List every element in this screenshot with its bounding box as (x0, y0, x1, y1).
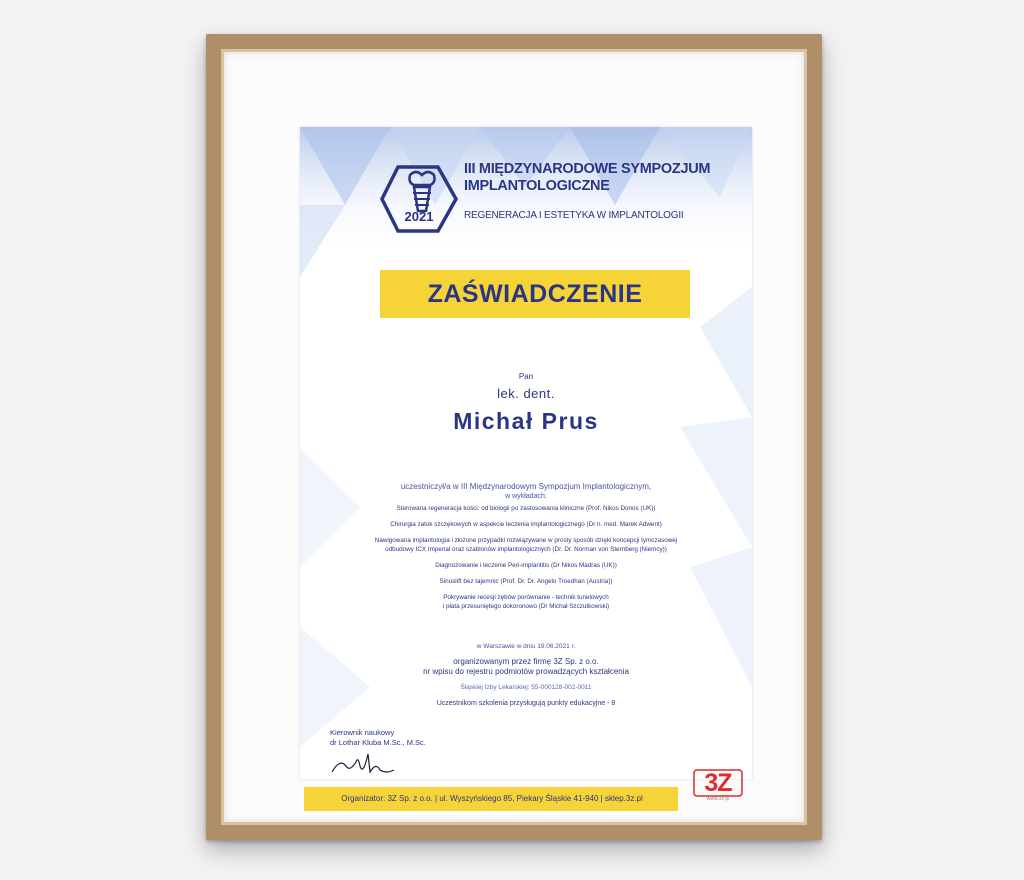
salutation: Pan (518, 372, 534, 381)
organizer-line-1: organizowanym przez firmę 3Z Sp. z o.o. (453, 657, 599, 666)
symposium-logo (380, 159, 711, 239)
list-item: Pokrywanie recesji zębów porównanie - technik tunelowych i płata przesuniętego dokoronowo (Dr Michał Szczutkowski) (442, 594, 610, 610)
brand-logo-text: 3Z (704, 769, 732, 797)
logo-subtitle: REGENERACJA I ESTETYKA W IMPLANTOLOGII (464, 210, 684, 221)
lecture-list (300, 504, 752, 618)
list-item: Nawigowana implantologia i złożone przypadki rozwiązywane w prosty sposób dzięki koncepcji tymczasowej odbudowy ICX Imperial oraz szablonów implantologicznych (Dr. Dr. Norman von Sternberg (Niemcy)) (374, 537, 678, 553)
brand-logo (688, 768, 748, 808)
signature (328, 750, 398, 780)
certificate-heading: ZAŚWIADCZENIE (427, 280, 643, 308)
list-item: Sterowana regeneracja kości: od biologii po zastosowania kliniczne (Prof. Nikos Donos (UK)) (396, 505, 656, 512)
logo-year: 2021 (404, 209, 434, 224)
scientific-head-label: Kierownik naukowy (330, 728, 395, 737)
organizer-line-2: nr wpisu do rejestru podmiotów prowadzących kształcenia (423, 667, 629, 676)
frame-bevel (221, 49, 807, 825)
degree: lek. dent. (497, 386, 555, 401)
logo-title-line1: III MIĘDZYNARODOWE SYMPOZJUM (464, 161, 711, 177)
footer-organizer: Organizator: 3Z Sp. z o.o. | ul. Wyszyńskiego 85, Piekary Śląskie 41-940 | sklep.3z.pl (341, 794, 643, 803)
participation-line-2: w wykładach: (505, 493, 547, 500)
passe-partout (224, 52, 804, 822)
implant-hexagon-icon (380, 159, 460, 239)
certificate-document (300, 127, 752, 803)
list-item: Diagnozowanie i leczenie Peri-implantitis (Dr Nikos Madras (UK)) (435, 562, 617, 569)
date-line: w Warszawie w dniu 19.06.2021 r. (476, 643, 576, 650)
list-item: Chirurgia zatok szczękowych w aspekcie leczenia implantologicznego (Dr n. med. Marek Adwent) (390, 521, 662, 528)
heading-banner (380, 270, 690, 318)
registry-number: Śląskiej Izby Lekarskiej: 55-000128-002-0011 (460, 684, 592, 691)
scientific-head-name: dr Lothar Kluba M.Sc., M.Sc. (330, 738, 426, 747)
participation-line: uczestniczył/a w III Międzynarodowym Sympozjum Implantologicznym, (400, 482, 652, 491)
picture-frame (206, 34, 822, 840)
footer-bar (304, 787, 678, 811)
recipient-name: Michał Prus (453, 408, 599, 434)
list-item: Sinuslift bez tajemnic (Prof. Dr. Dr. Angelo Troedhan (Austria)) (439, 578, 613, 585)
education-points: Uczestnikom szkolenia przysługują punkty edukacyjne - 8 (436, 700, 616, 707)
logo-title-line2: IMPLANTOLOGICZNE (464, 178, 610, 194)
logo-title (464, 161, 710, 195)
brand-url: www.3z.pl (706, 796, 730, 802)
scientific-head (330, 728, 426, 748)
